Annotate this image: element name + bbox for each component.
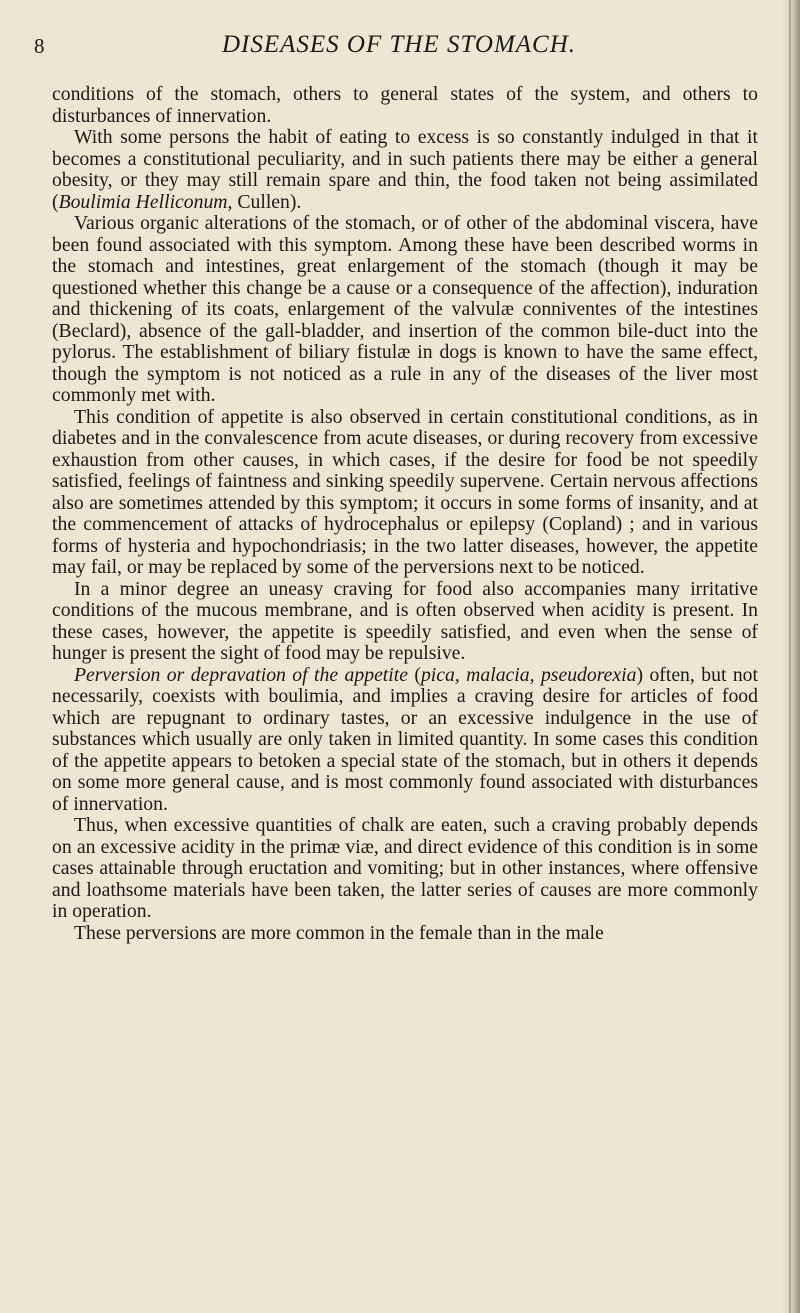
paragraph-6-text: ) often, but not necessarily, coexists with boulimia, and implies a craving desire for articles of food which are repugnant to ordinary tastes, or an excessive indulgence in the use of substances which usually are only taken in limited quantity. In some cases this condition of the appetite appears to betoken a special state of the stomach, but in others it depends on some more general cause, and is most commonly found associated with disturbances of innervation. [52,663,758,815]
running-head: DISEASES OF THE STOMACH. [221,31,577,58]
paragraph-3: Various organic alterations of the stomach, or of other of the abdominal viscera, have been found associated with this symptom. Among these have been described worms in the stomach and intestines, great enlargement of the stomach (though it may be questioned whether this change be a cause or a consequence of the affection), induration and thickening of its coats, enlargement of the valvulæ conniventes of the intestines (Beclard), absence of the gall-bladder, and insertion of the common bile-duct into the pylorus. The establishment of biliary fistulæ in dogs is known to have the same effect, though the symptom is not noticed as a rule in any of the diseases of the liver most commonly met with. [52,212,758,406]
page-number: 8 [34,34,45,58]
paragraph-6-terms: pica, malacia, pseudorexia [420,663,637,686]
page-header [34,28,754,62]
paragraph-2-citation: , Cullen). [227,190,302,213]
paragraph-8: These perversions are more common in the female than in the male [74,921,604,944]
page-edge-line [789,0,791,1313]
page-edge-shadow [782,0,800,1313]
paragraph-6-paren-open: ( [407,663,421,686]
paragraph-2-term: Boulimia Helliconum [58,190,228,213]
paragraph-7: Thus, when excessive quantities of chalk are eaten, such a craving probably depends on an excessive acidity in the primæ viæ, and direct evidence of this condition is in some cases attainable through eructation and vomiting; but in other instances, where offensive and loathsome materials have been taken, the latter series of causes are more commonly in operation. [52,814,758,922]
paragraph-2-text: With some persons the habit of eating to excess is so constantly indulged in that it becomes a constitutional peculiarity, and in such patients there may be either a general obesity, or they may still remain spare and thin, the food taken not being assimilated ( [52,126,758,213]
paragraph-6 [52,665,758,816]
body-text [52,84,758,944]
paragraph-6-heading: Perversion or depravation of the appetite [74,663,408,686]
paragraph-5: In a minor degree an uneasy craving for food also accompanies many irritative conditions of the mucous membrane, and is often observed when acidity is present. In these cases, however, the appetite is speedily satisfied, and even when the sense of hunger is present the sight of food may be repulsive. [52,577,758,664]
paragraph-2 [52,127,758,213]
paragraph-1: conditions of the stomach, others to general states of the system, and others to disturbances of innervation. [52,83,758,127]
paragraph-4: This condition of appetite is also observed in certain constitutional conditions, as in diabetes and in the convalescence from acute diseases, or during recovery from excessive exhaustion from other causes, in which cases, if the desire for food be not speedily satisfied, feelings of faintness and sinking speedily supervene. Certain nervous affections also are sometimes attended by this symptom; it occurs in some forms of insanity, and at the commencement of attacks of hydrocephalus or epilepsy (Copland) ; and in various forms of hysteria and hypochondriasis; in the two latter diseases, however, the appetite may fail, or may be replaced by some of the perversions next to be noticed. [52,405,758,578]
